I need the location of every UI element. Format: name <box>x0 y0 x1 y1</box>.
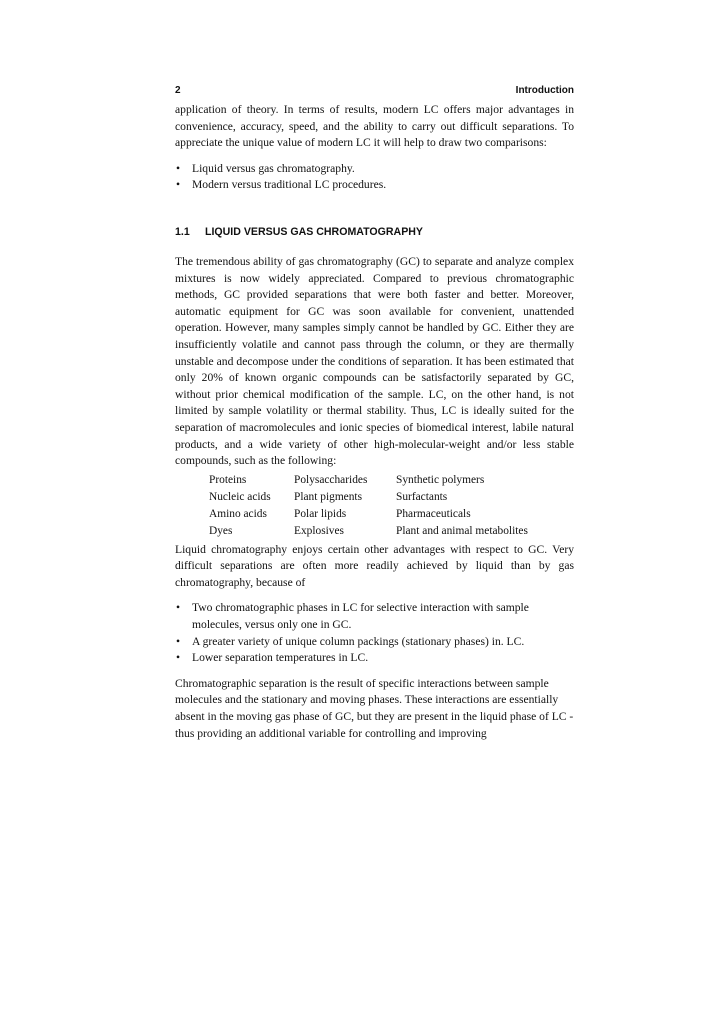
table-cell: Polysaccharides <box>294 473 368 486</box>
section-number: 1.1 <box>175 225 190 238</box>
list-item-text: Two chromatographic phases in LC for selective interaction with sample molecules, versus only one in GC. <box>192 601 529 632</box>
book-page <box>175 84 574 742</box>
list-item <box>175 650 574 667</box>
body-paragraph-2: Liquid chromatography enjoys certain other advantages with respect to GC. Very difficult separations are often more readily achieved by liquid than by gas chromatography, because of <box>175 542 574 589</box>
bullet-icon: • <box>176 161 181 175</box>
advantages-list <box>175 600 574 666</box>
table-cell: Surfactants <box>396 490 448 503</box>
list-item <box>175 634 574 651</box>
page-number: 2 <box>175 85 181 96</box>
section-heading <box>175 225 574 239</box>
bullet-icon: • <box>176 651 181 665</box>
body-paragraph-1: The tremendous ability of gas chromatography (GC) to separate and analyze complex mixtures is now widely appreciated. Compared to previous chromatographic methods, GC provided separations that were both faster and better. Moreover, automatic equipment for GC was soon available for convenient, unattended operation. However, many samples simply cannot be handled by GC. Either they are insufficiently volatile and cannot pass through the column, or they are thermally unstable and decompose under the conditions of separation. It has been estimated that only 20% of known organic compounds can be satisfactorily separated by GC, without prior chemical modification of the sample. LC, on the other hand, is not limited by sample volatility or thermal stability. Thus, LC is ideally suited for the separation of macromolecules and ionic species of biomedical interest, labile natural products, and a wide variety of other high-molecular-weight and/or less stable compounds, such as the following: <box>175 254 574 468</box>
list-item-text: Liquid versus gas chromatography. <box>192 161 355 175</box>
bullet-icon: • <box>176 634 181 648</box>
table-cell: Proteins <box>209 473 247 486</box>
chapter-title: Introduction <box>515 85 574 96</box>
intro-paragraph: application of theory. In terms of results, modern LC offers major advantages in convenience, accuracy, speed, and the ability to carry out difficult separations. To appreciate the unique value of modern LC it will help to draw two comparisons: <box>175 103 574 150</box>
compound-table <box>209 472 528 540</box>
table-cell: Plant and animal metabolites <box>396 524 528 537</box>
table-row <box>209 506 528 523</box>
list-item <box>175 177 574 194</box>
list-item-text: Lower separation temperatures in LC. <box>192 651 369 665</box>
section-title: LIQUID VERSUS GAS CHROMATOGRAPHY <box>205 225 423 238</box>
comparison-list <box>175 161 574 194</box>
table-cell: Nucleic acids <box>209 490 271 503</box>
table-cell: Synthetic polymers <box>396 473 485 486</box>
table-cell: Dyes <box>209 524 233 537</box>
table-row <box>209 523 528 540</box>
table-cell: Pharmaceuticals <box>396 507 471 520</box>
bullet-icon: • <box>176 178 181 192</box>
table-cell: Amino acids <box>209 507 267 520</box>
table-row <box>209 489 528 506</box>
running-head <box>175 84 574 98</box>
table-cell: Explosives <box>294 524 344 537</box>
list-item-text: A greater variety of unique column packings (stationary phases) in. LC. <box>192 634 525 648</box>
list-item <box>175 161 574 178</box>
list-item-text: Modern versus traditional LC procedures. <box>192 178 387 192</box>
body-paragraph-3: Chromatographic separation is the result of specific interactions between sample molecules and the stationary and moving phases. These interactions are essentially absent in the moving gas phase of GC, but they are present in the liquid phase of LC - thus providing an additional variable for controlling and improving <box>175 676 574 740</box>
list-item <box>175 600 574 633</box>
table-row <box>209 472 528 489</box>
table-cell: Plant pigments <box>294 490 363 503</box>
table-cell: Polar lipids <box>294 507 347 520</box>
bullet-icon: • <box>176 601 181 615</box>
